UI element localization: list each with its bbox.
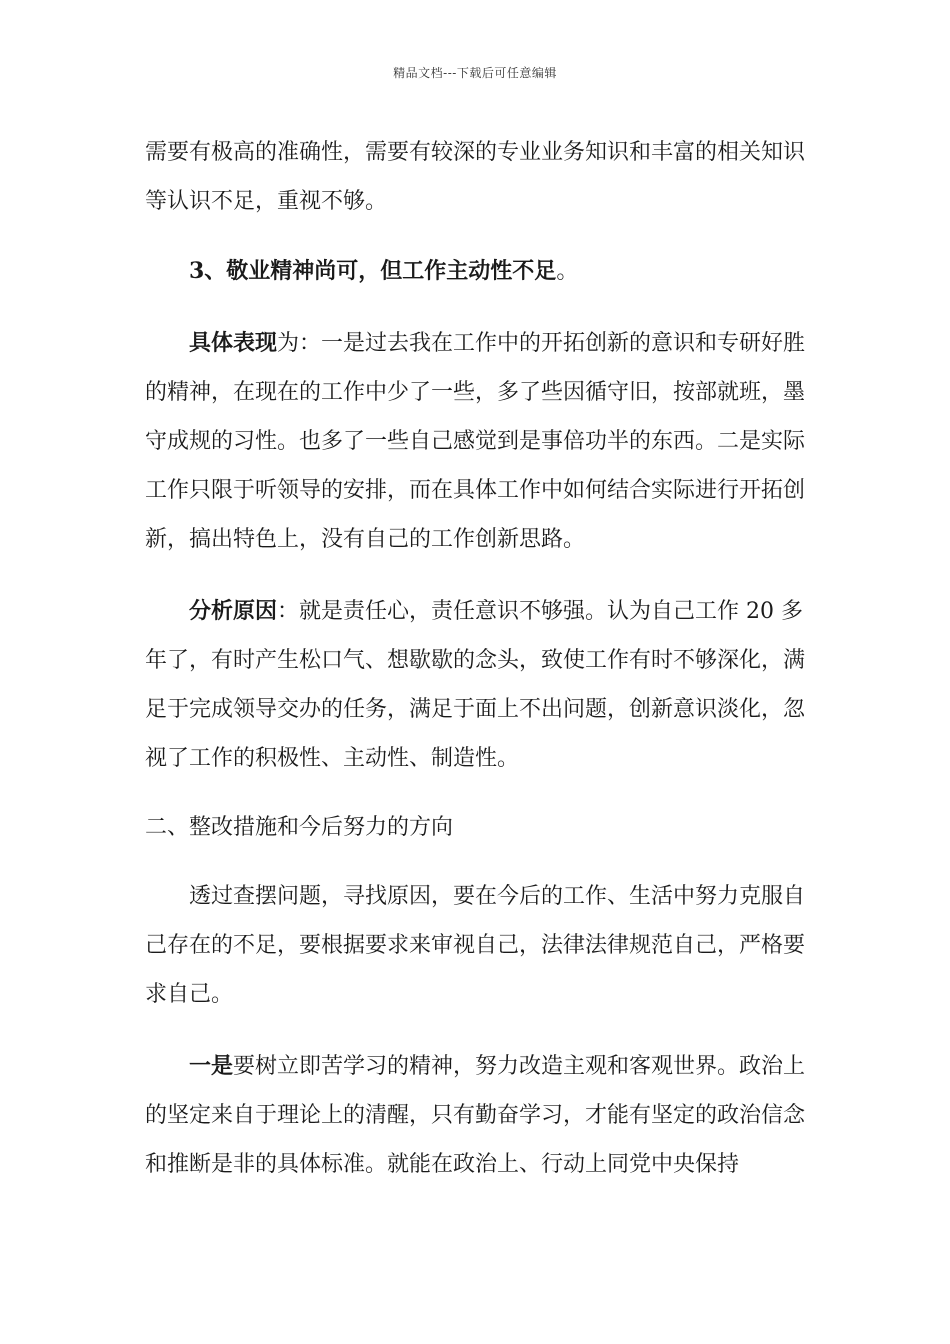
page-header: 精品文档---下载后可任意编辑 xyxy=(393,66,557,80)
heading-bold-text: 3、敬业精神尚可，但工作主动性不足 xyxy=(189,258,557,284)
paragraph-measure-one xyxy=(145,1042,815,1189)
heading-punctuation: 。 xyxy=(556,259,579,284)
analysis-label: 分析原因 xyxy=(189,598,278,624)
paragraph-performance xyxy=(145,319,815,564)
analysis-text: ：就是责任心，责任意识不够强。认为自己工作 20 多年了，有时产生松口气、想歇歇的念头，致使工作有时不够深化，满足于完成领导交办的任务，满足于面上不出问题，创新意识淡化，忽视了工作的积极性、主动性、制造性。 xyxy=(145,599,806,771)
measure-one-label: 一是 xyxy=(189,1053,234,1079)
paragraph-measures-intro: 透过查摆问题，寻找原因，要在今后的工作、生活中努力克服自己存在的不足，要根据要求来审视自己，法律法律规范自己，严格要求自己。 xyxy=(145,884,806,1007)
performance-text: 为：一是过去我在工作中的开拓创新的意识和专研好胜的精神，在现在的工作中少了一些，多了些因循守旧，按部就班，墨守成规的习性。也多了一些自己感觉到是事倍功半的东西。二是实际工作只限于听领导的安排，而在具体工作中如何结合实际进行开拓创新，搞出特色上，没有自己的工作创新思路。 xyxy=(145,331,806,552)
measure-one-text: 要树立即苦学习的精神，努力改造主观和客观世界。政治上的坚定来自于理论上的清醒，只有勤奋学习，才能有坚定的政治信念和推断是非的具体标准。就能在政治上、行动上同党中央保持 xyxy=(145,1054,806,1177)
section-heading-3 xyxy=(145,247,815,296)
document-body xyxy=(145,128,815,1189)
paragraph-analysis xyxy=(145,587,815,783)
paragraph-continuation: 需要有极高的准确性，需要有较深的专业业务知识和丰富的相关知识等认识不足，重视不够。 xyxy=(145,140,806,214)
performance-label: 具体表现 xyxy=(189,330,278,356)
section-heading-2: 二、整改措施和今后努力的方向 xyxy=(145,815,454,840)
